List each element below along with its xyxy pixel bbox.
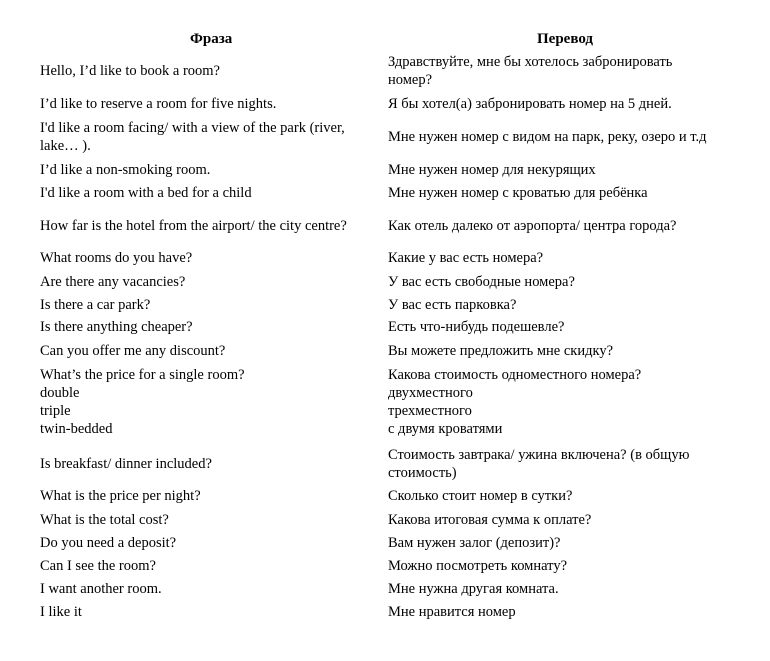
- phrase-cell: I want another room.: [40, 581, 162, 597]
- translation-cell: Какие у вас есть номера?: [388, 250, 544, 266]
- translation-cell: У вас есть парковка?: [388, 297, 517, 313]
- phrase-cell: Do you need a deposit?: [40, 535, 177, 551]
- column-header-translation: Перевод: [537, 31, 593, 47]
- phrase-cell: What is the price per night?: [40, 488, 201, 504]
- translation-cell: Сколько стоит номер в сутки?: [388, 488, 573, 504]
- translation-cell: Мне нужен номер с видом на парк, реку, озеро и т.д: [388, 129, 707, 145]
- column-header-phrase: Фраза: [190, 31, 233, 47]
- phrase-cell: Hello, I’d like to book a room?: [40, 63, 220, 79]
- phrase-cell: Can you offer me any discount?: [40, 343, 226, 359]
- phrase-cell: I'd like a room with a bed for a child: [40, 185, 252, 201]
- phrase-cell: I’d like a non-smoking room.: [40, 162, 211, 178]
- translation-cell: Мне нужен номер для некурящих: [388, 162, 596, 178]
- phrase-cell: Is breakfast/ dinner included?: [40, 456, 212, 472]
- translation-cell: Мне нравится номер: [388, 604, 516, 620]
- translation-cell: Мне нужен номер с кроватью для ребёнка: [388, 185, 648, 201]
- phrase-cell: How far is the hotel from the airport/ the city centre?: [40, 218, 347, 234]
- translation-cell: Я бы хотел(а) забронировать номер на 5 дней.: [388, 96, 672, 112]
- translation-cell: У вас есть свободные номера?: [388, 274, 575, 290]
- phrase-cell: I'd like a room facing/ with a view of the park (river, lake… ).: [40, 120, 345, 154]
- phrase-cell: What is the total cost?: [40, 512, 169, 528]
- phrase-cell: I like it: [40, 604, 82, 620]
- phrase-cell: Is there a car park?: [40, 297, 151, 313]
- phrase-cell: What’s the price for a single room? double triple twin-bedded: [40, 367, 245, 437]
- phrase-cell: Can I see the room?: [40, 558, 156, 574]
- translation-cell: Вы можете предложить мне скидку?: [388, 343, 614, 359]
- translation-cell: Вам нужен залог (депозит)?: [388, 535, 561, 551]
- phrase-cell: Is there anything cheaper?: [40, 319, 193, 335]
- translation-cell: Есть что-нибудь подешевле?: [388, 319, 565, 335]
- translation-cell: Здравствуйте, мне бы хотелось забронировать номер?: [388, 54, 673, 88]
- phrase-cell: What rooms do you have?: [40, 250, 193, 266]
- translation-cell: Какова итоговая сумма к оплате?: [388, 512, 592, 528]
- translation-cell: Какова стоимость одноместного номера? двухместного трехместного с двумя кроватями: [388, 367, 642, 437]
- phrase-cell: Are there any vacancies?: [40, 274, 186, 290]
- translation-cell: Мне нужна другая комната.: [388, 581, 559, 597]
- phrase-cell: I’d like to reserve a room for five nights.: [40, 96, 277, 112]
- translation-cell: Можно посмотреть комнату?: [388, 558, 567, 574]
- translation-cell: Стоимость завтрака/ ужина включена? (в общую стоимость): [388, 447, 690, 481]
- translation-cell: Как отель далеко от аэропорта/ центра города?: [388, 218, 677, 234]
